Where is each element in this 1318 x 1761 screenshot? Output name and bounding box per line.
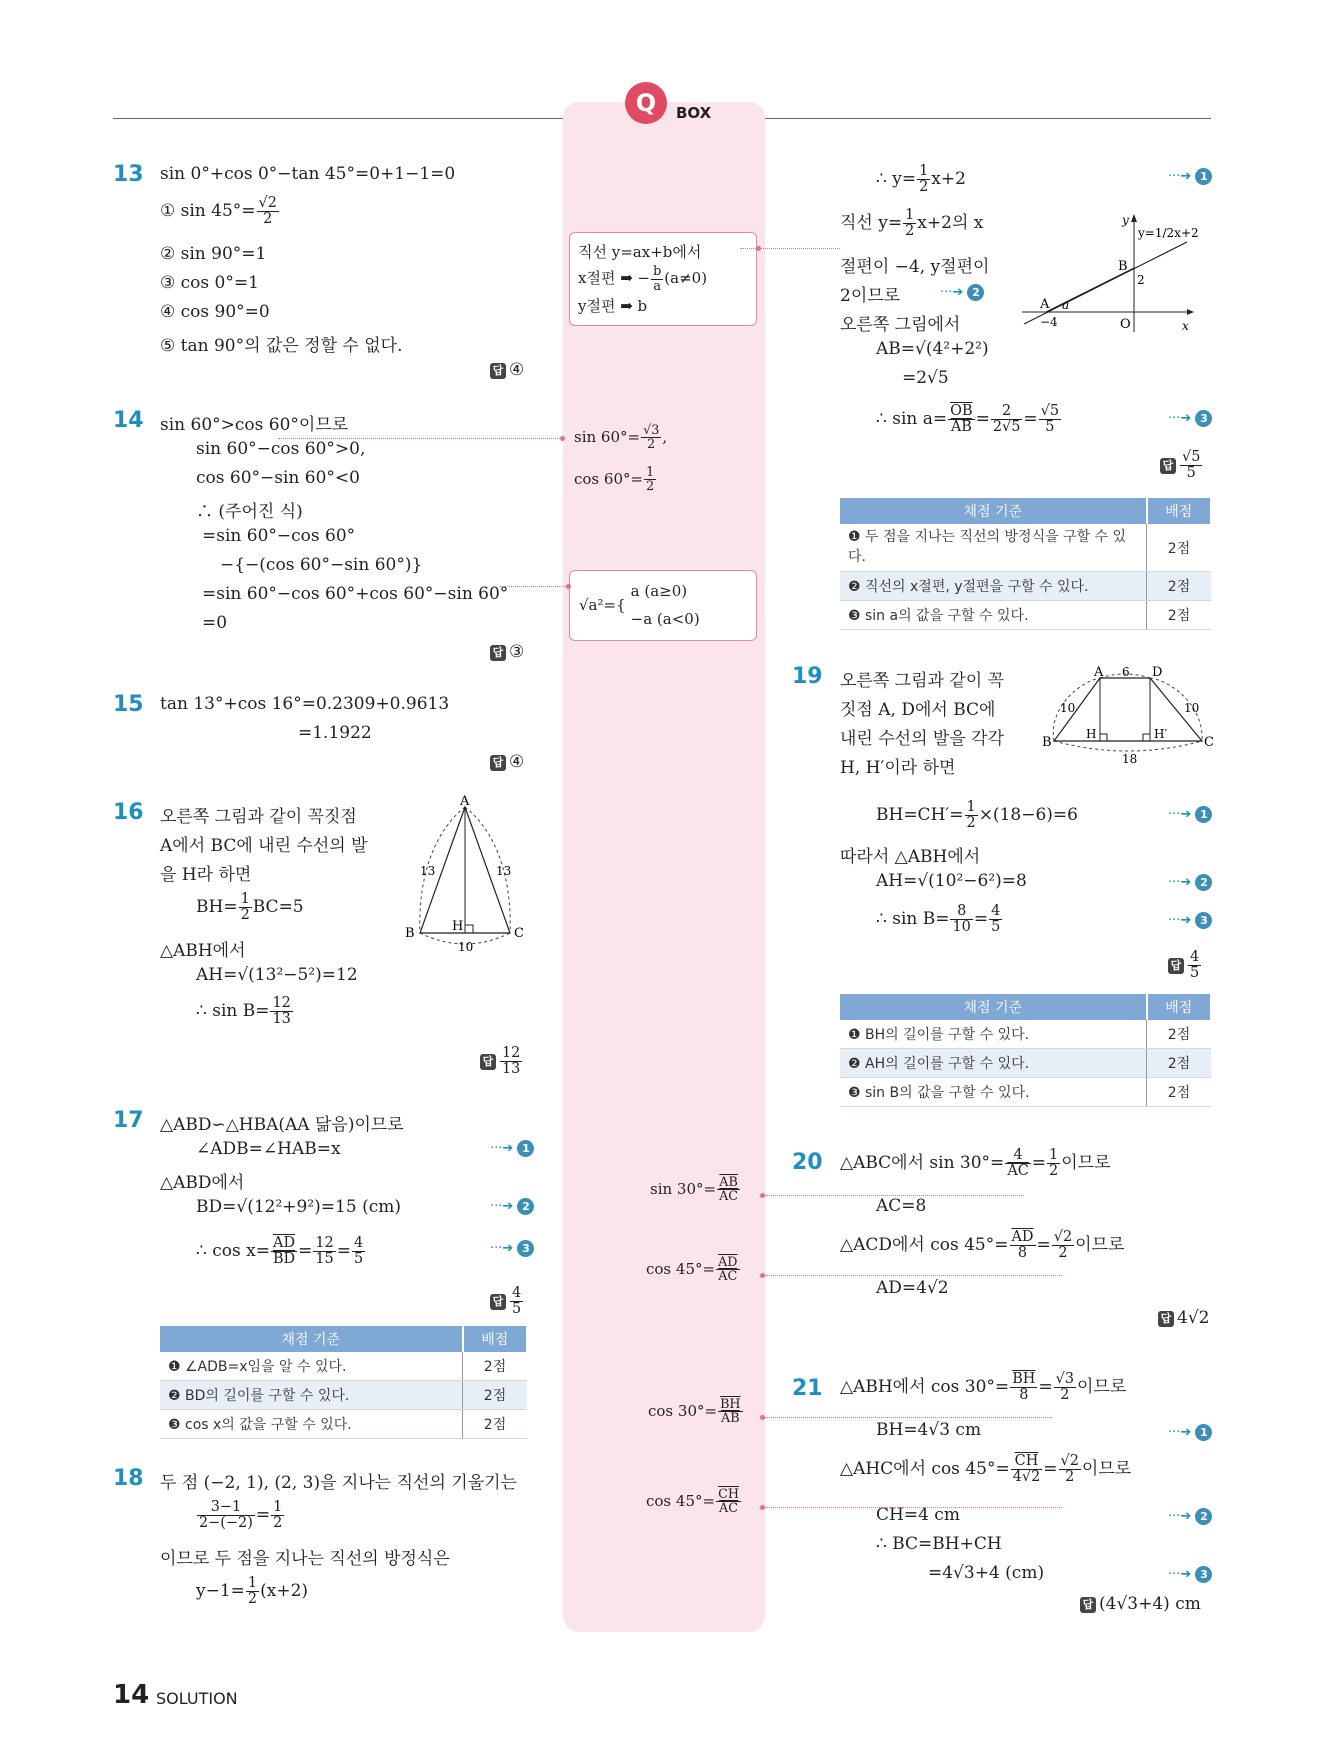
answer: 답 $\frac{4}{5}$ <box>490 1286 524 1317</box>
p18-line: 이므로 두 점을 지나는 직선의 방정식은 <box>160 1549 450 1569</box>
p19-line: H, H′이라 하면 <box>840 758 956 778</box>
axis-label: x <box>1182 319 1189 333</box>
step-marker: ···➔ 3 <box>1168 410 1212 427</box>
p18-line: 2이므로 <box>840 286 901 306</box>
table-row: ❷ AH의 길이를 구할 수 있다. 2점 <box>840 1049 1211 1078</box>
p18-line: =2√5 <box>902 368 949 388</box>
p19-line: 짓점 A, D에서 BC에 <box>840 700 996 720</box>
step-marker-icon: 3 <box>517 1240 534 1257</box>
answer-icon: 답 <box>490 645 506 661</box>
answer: 답 $\frac{4}{5}$ <box>1168 950 1202 981</box>
connector-dot <box>560 436 565 441</box>
step-marker: ···➔ 1 <box>1168 806 1212 823</box>
scoring-table <box>840 498 1212 630</box>
label-B: B <box>405 926 415 941</box>
base-label: 10 <box>458 940 474 954</box>
table-header: 배점 <box>463 1326 528 1352</box>
hint-text: cos 30°= $\frac{\overline{BH}}{AB}$ <box>648 1397 741 1427</box>
step-marker: ···➔ 1 <box>490 1140 534 1157</box>
problem-number: 19 <box>792 664 823 689</box>
table-row: ❶ BH의 길이를 구할 수 있다. 2점 <box>840 1020 1211 1049</box>
table-row: ❸ sin B의 값을 구할 수 있다. 2점 <box>840 1078 1211 1107</box>
step-marker-icon: 3 <box>1195 1566 1212 1583</box>
answer: 답 ③ <box>490 642 524 662</box>
p14-line: =sin 60°−cos 60° <box>202 526 356 546</box>
answer: 답 $\frac{12}{13}$ <box>480 1046 523 1077</box>
p17-line: ∴ cos x= $\frac{\overline{AD}}{BD}$ = $\frac{12}{15}$ = $\frac{4}{5}$ <box>196 1235 364 1268</box>
p18-line: ∴ y= $\frac{1}{2}$ x+2 <box>876 163 966 196</box>
answer-icon: 답 <box>1160 458 1176 474</box>
p19-line: BH=CH′= $\frac{1}{2}$ ×(18−6)=6 <box>876 799 1078 832</box>
hint-box <box>569 232 757 326</box>
label-H: H <box>1086 727 1097 741</box>
p18-line: y−1= $\frac{1}{2}$ (x+2) <box>196 1575 309 1608</box>
connector-dot <box>760 1193 765 1198</box>
label-H: H <box>452 919 464 934</box>
step-marker-icon: 3 <box>1195 410 1212 427</box>
table-header: 채점 기준 <box>160 1326 463 1352</box>
table-header: 배점 <box>1147 498 1212 524</box>
side-label: 10 <box>1060 701 1076 715</box>
table-row: ❷ 직선의 x절편, y절편을 구할 수 있다. 2점 <box>840 572 1211 601</box>
qbox-label: BOX <box>676 104 712 122</box>
step-marker: ···➔ 1 <box>1168 168 1212 185</box>
table-row: ❸ cos x의 값을 구할 수 있다. 2점 <box>160 1410 527 1439</box>
side-label: 10 <box>1184 701 1200 715</box>
p20-line: AC=8 <box>876 1196 927 1216</box>
p13-line: sin 0°+cos 0°−tan 45°=0+1−1=0 <box>160 164 456 184</box>
answer: 답 (4√3+4) cm <box>1080 1594 1201 1614</box>
label-A: A <box>460 795 470 809</box>
step-marker-icon: 2 <box>517 1198 534 1215</box>
p19-line: 오른쪽 그림과 같이 꼭 <box>840 671 1005 691</box>
step-marker: ···➔ 1 <box>1168 1424 1212 1441</box>
p19-line: 내린 수선의 발을 각각 <box>840 729 1005 749</box>
qbox-badge: Q <box>625 82 667 124</box>
table-header: 채점 기준 <box>840 498 1147 524</box>
hint-text: cos 45°= $\frac{\overline{AD}}{AC}$ <box>646 1255 738 1285</box>
footer-label: SOLUTION <box>156 1689 238 1708</box>
p14-line: =sin 60°−cos 60°+cos 60°−sin 60° <box>202 584 509 604</box>
intercept-label: −4 <box>1040 315 1058 329</box>
problem-number: 21 <box>792 1376 823 1401</box>
hint-line: y절편 ➡ b <box>578 297 648 316</box>
p21-line: △ABH에서 cos 30°= $\frac{\overline{BH}}{8}$ = $\frac{√3}{2}$ 이므로 <box>840 1371 1127 1404</box>
problem-number: 20 <box>792 1150 823 1175</box>
step-marker-icon: 2 <box>1195 1508 1212 1525</box>
connector-dot <box>566 584 571 589</box>
side-label: 6 <box>1122 666 1130 679</box>
p19-line: AH=√(10²−6²)=8 <box>876 871 1027 891</box>
p21-line: CH=4 cm <box>876 1505 960 1525</box>
connector-line <box>762 1195 1024 1196</box>
step-marker: ···➔ 3 <box>1168 912 1212 929</box>
trapezoid-figure <box>1042 666 1214 766</box>
step-marker: ···➔ 2 <box>490 1198 534 1215</box>
step-marker-icon: 1 <box>1195 168 1212 185</box>
p16-line: 을 H라 하면 <box>160 865 252 885</box>
p14-line: =0 <box>202 613 228 633</box>
triangle-figure <box>400 795 535 960</box>
step-marker-icon: 2 <box>1195 874 1212 891</box>
problem-number: 13 <box>113 162 144 187</box>
step-marker: ···➔ 2 <box>940 284 984 301</box>
problem-number: 14 <box>113 408 144 433</box>
p13-line: ③ cos 0°=1 <box>160 273 259 293</box>
p13-line: ④ cos 90°=0 <box>160 302 270 322</box>
connector-dot <box>756 246 761 251</box>
problem-number: 18 <box>113 1466 144 1491</box>
base-label: 18 <box>1122 752 1138 766</box>
p14-line: sin 60°−cos 60°>0, <box>196 439 366 459</box>
p16-line: BH= $\frac{1}{2}$ BC=5 <box>196 891 304 924</box>
p21-line: △AHC에서 cos 45°= $\frac{\overline{CH}}{4√2}$ = $\frac{√2}{2}$ 이므로 <box>840 1453 1132 1486</box>
answer: 답 4√2 <box>1158 1308 1209 1328</box>
connector-line <box>500 586 570 587</box>
p14-line: cos 60°−sin 60°<0 <box>196 468 360 488</box>
p20-line: △ACD에서 cos 45°= $\frac{\overline{AD}}{8}$ = $\frac{√2}{2}$ 이므로 <box>840 1229 1125 1262</box>
problem-number: 15 <box>113 692 144 717</box>
p20-line: AD=4√2 <box>876 1278 949 1298</box>
p17-line: △ABD에서 <box>160 1173 245 1193</box>
p21-line: =4√3+4 (cm) <box>928 1563 1045 1583</box>
p16-line: △ABH에서 <box>160 941 246 961</box>
connector-line <box>762 1417 1052 1418</box>
table-header: 배점 <box>1147 994 1212 1020</box>
angle-label: a <box>1062 298 1070 312</box>
hint-text: sin 60°= $\frac{√3}{2}$ , <box>574 423 668 453</box>
answer-icon: 답 <box>490 755 506 771</box>
table-row: ❶ 두 점을 지나는 직선의 방정식을 구할 수 있다. 2점 <box>840 524 1211 572</box>
label-D: D <box>1152 666 1163 680</box>
connector-dot <box>760 1505 765 1510</box>
line-graph-figure <box>1022 212 1212 337</box>
problem-number: 16 <box>113 800 144 825</box>
p18-line: 두 점 (−2, 1), (2, 3)을 지나는 직선의 기울기는 <box>160 1473 517 1493</box>
label-O: O <box>1120 317 1131 332</box>
p17-line: ∠ADB=∠HAB=x <box>196 1139 341 1159</box>
answer-icon: 답 <box>1158 1311 1174 1327</box>
answer: 답 $\frac{√5}{5}$ <box>1160 450 1203 481</box>
label-B: B <box>1042 735 1052 750</box>
scoring-table <box>160 1326 528 1439</box>
p15-line: =1.1922 <box>298 723 372 743</box>
p17-line: BD=√(12²+9²)=15 (cm) <box>196 1197 401 1217</box>
p18-line: AB=√(4²+2²) <box>876 339 989 359</box>
label-B: B <box>1118 259 1128 274</box>
problem-number: 17 <box>113 1108 144 1133</box>
answer-icon: 답 <box>490 1294 506 1310</box>
connector-line <box>762 1507 1062 1508</box>
step-marker: ···➔ 2 <box>1168 1508 1212 1525</box>
p19-line: 따라서 △ABH에서 <box>840 847 981 867</box>
answer: 답 ④ <box>490 360 524 380</box>
step-marker: ···➔ 3 <box>1168 1566 1212 1583</box>
table-row: ❸ sin a의 값을 구할 수 있다. 2점 <box>840 601 1211 630</box>
equation-label: y=1/2x+2 <box>1138 226 1199 240</box>
p14-line: −{−(cos 60°−sin 60°)} <box>220 555 423 575</box>
p13-line: ⑤ tan 90°의 값은 정할 수 없다. <box>160 336 403 356</box>
p21-line: ∴ BC=BH+CH <box>876 1534 1002 1554</box>
answer-icon: 답 <box>490 363 506 379</box>
intercept-label: 2 <box>1137 273 1145 287</box>
p21-line: BH=4√3 cm <box>876 1420 982 1440</box>
table-header: 채점 기준 <box>840 994 1147 1020</box>
p19-line: ∴ sin B= $\frac{8}{10}$ = $\frac{4}{5}$ <box>876 903 1001 936</box>
p20-line: △ABC에서 sin 30°= $\frac{4}{AC}$ = $\frac{1}{2}$ 이므로 <box>840 1147 1111 1180</box>
p14-line: sin 60°>cos 60°이므로 <box>160 415 349 435</box>
step-marker: ···➔ 3 <box>490 1240 534 1257</box>
p16-line: AH=√(13²−5²)=12 <box>196 965 358 985</box>
step-marker: ···➔ 2 <box>1168 874 1212 891</box>
step-marker-icon: 2 <box>967 284 984 301</box>
p13-line: ① sin 45°= $\frac{√2}{2}$ <box>160 195 277 228</box>
connector-dot <box>760 1273 765 1278</box>
hint-line: x절편 ➡ − $\frac{b}{a}$ (a≠0) <box>578 264 708 294</box>
answer-icon: 답 <box>480 1054 496 1070</box>
hint-box: √a²={ a (a≥0) −a (a<0) <box>569 570 757 641</box>
step-marker-icon: 1 <box>1195 1424 1212 1441</box>
page-number: 14 <box>113 1680 150 1710</box>
answer-icon: 답 <box>1080 1597 1096 1613</box>
p18-line: 직선 y= $\frac{1}{2}$ x+2의 x <box>840 207 984 240</box>
p18-line: $\frac{3-1}{2-(-2)}$ = $\frac{1}{2}$ <box>199 1499 283 1532</box>
hint-text: cos 60°= $\frac{1}{2}$ <box>574 465 655 495</box>
step-marker-icon: 3 <box>1195 912 1212 929</box>
answer: 답 ④ <box>490 752 524 772</box>
label-C: C <box>1204 735 1214 750</box>
p18-line: 절편이 −4, y절편이 <box>840 257 990 277</box>
p17-line: △ABD∽△HBA(AA 닮음)이므로 <box>160 1115 404 1135</box>
scoring-table <box>840 994 1212 1107</box>
side-label: 13 <box>420 864 436 878</box>
p16-line: A에서 BC에 내린 수선의 발 <box>160 836 368 856</box>
hint-text: sin 30°= $\frac{\overline{AB}}{AC}$ <box>650 1175 739 1205</box>
p13-line: ② sin 90°=1 <box>160 244 267 264</box>
axis-label: y <box>1122 213 1129 227</box>
hint-line: 직선 y=ax+b에서 <box>578 243 702 261</box>
step-marker-icon: 1 <box>1195 806 1212 823</box>
label-C: C <box>514 926 524 941</box>
table-row: ❶ ∠ADB=x임을 알 수 있다. 2점 <box>160 1352 527 1381</box>
side-label: 13 <box>496 864 512 878</box>
connector-line <box>740 248 840 249</box>
step-marker-icon: 1 <box>517 1140 534 1157</box>
hint-text: cos 45°= $\frac{\overline{CH}}{AC}$ <box>646 1487 739 1517</box>
p18-line: 오른쪽 그림에서 <box>840 315 961 335</box>
answer-icon: 답 <box>1168 958 1184 974</box>
p18-line: ∴ sin a= $\frac{\overline{OB}}{AB}$ = $\frac{2}{2√5}$ = $\frac{√5}{5}$ <box>876 403 1060 436</box>
table-row: ❷ BD의 길이를 구할 수 있다. 2점 <box>160 1381 527 1410</box>
p16-line: 오른쪽 그림과 같이 꼭짓점 <box>160 807 357 827</box>
p15-line: tan 13°+cos 16°=0.2309+0.9613 <box>160 694 450 714</box>
connector-dot <box>760 1415 765 1420</box>
label-A: A <box>1094 666 1104 680</box>
label-A: A <box>1040 297 1050 312</box>
connector-line <box>762 1275 1062 1276</box>
label-H-prime: H′ <box>1154 727 1168 741</box>
p16-line: ∴ sin B= $\frac{12}{13}$ <box>196 995 291 1028</box>
p14-line: ∴ (주어진 식) <box>196 502 303 522</box>
connector-line <box>278 438 562 439</box>
